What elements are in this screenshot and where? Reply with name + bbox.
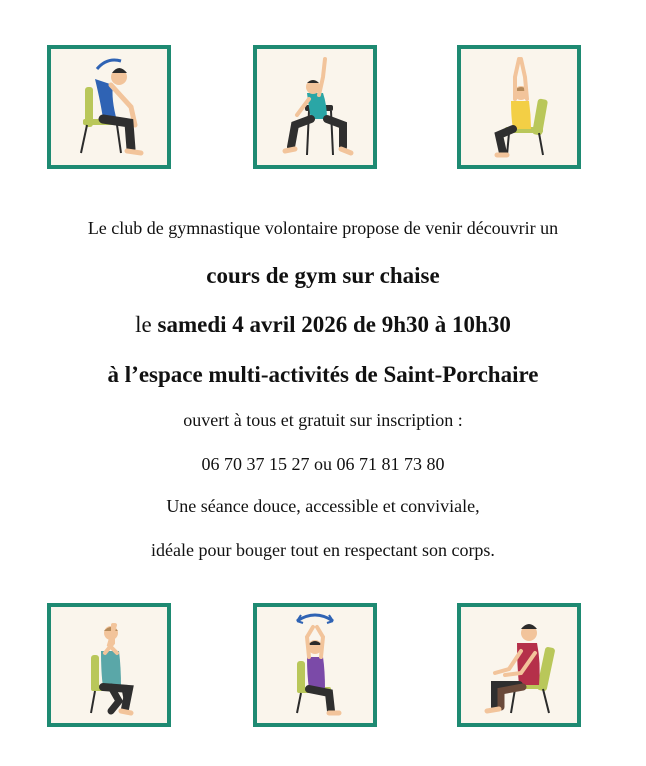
description-line-2: idéale pour bouger tout en respectant son corps. (151, 540, 495, 560)
arm-raise-icon (257, 49, 373, 165)
date-prefix: le (135, 312, 158, 337)
illustration-eagle-arms (47, 603, 171, 727)
illustration-side-stretch (47, 45, 171, 169)
open-text: ouvert à tous et gratuit sur inscription : (183, 410, 463, 430)
venue-line: à l’espace multi-activités de Saint-Porchaire (107, 362, 539, 387)
overhead-stretch-icon (461, 49, 577, 165)
illustration-arm-raise (253, 45, 377, 169)
intro-text: Le club de gymnastique volontaire propose de venir découvrir un (87, 218, 559, 238)
description-line-1: Une séance douce, accessible et conviviale, (166, 496, 480, 516)
illustration-overhead-stretch (457, 45, 581, 169)
side-bend-icon (257, 607, 373, 723)
course-title: cours de gym sur chaise (206, 263, 440, 288)
date-text: samedi 4 avril 2026 de 9h30 à 10h30 (157, 312, 511, 337)
illustration-seated-twist (457, 603, 581, 727)
phone-numbers: 06 70 37 15 27 ou 06 71 81 73 80 (201, 454, 445, 474)
side-stretch-icon (51, 49, 167, 165)
seated-twist-icon (461, 607, 577, 723)
date-line (0, 312, 646, 338)
eagle-arms-icon (51, 607, 167, 723)
illustration-side-bend (253, 603, 377, 727)
